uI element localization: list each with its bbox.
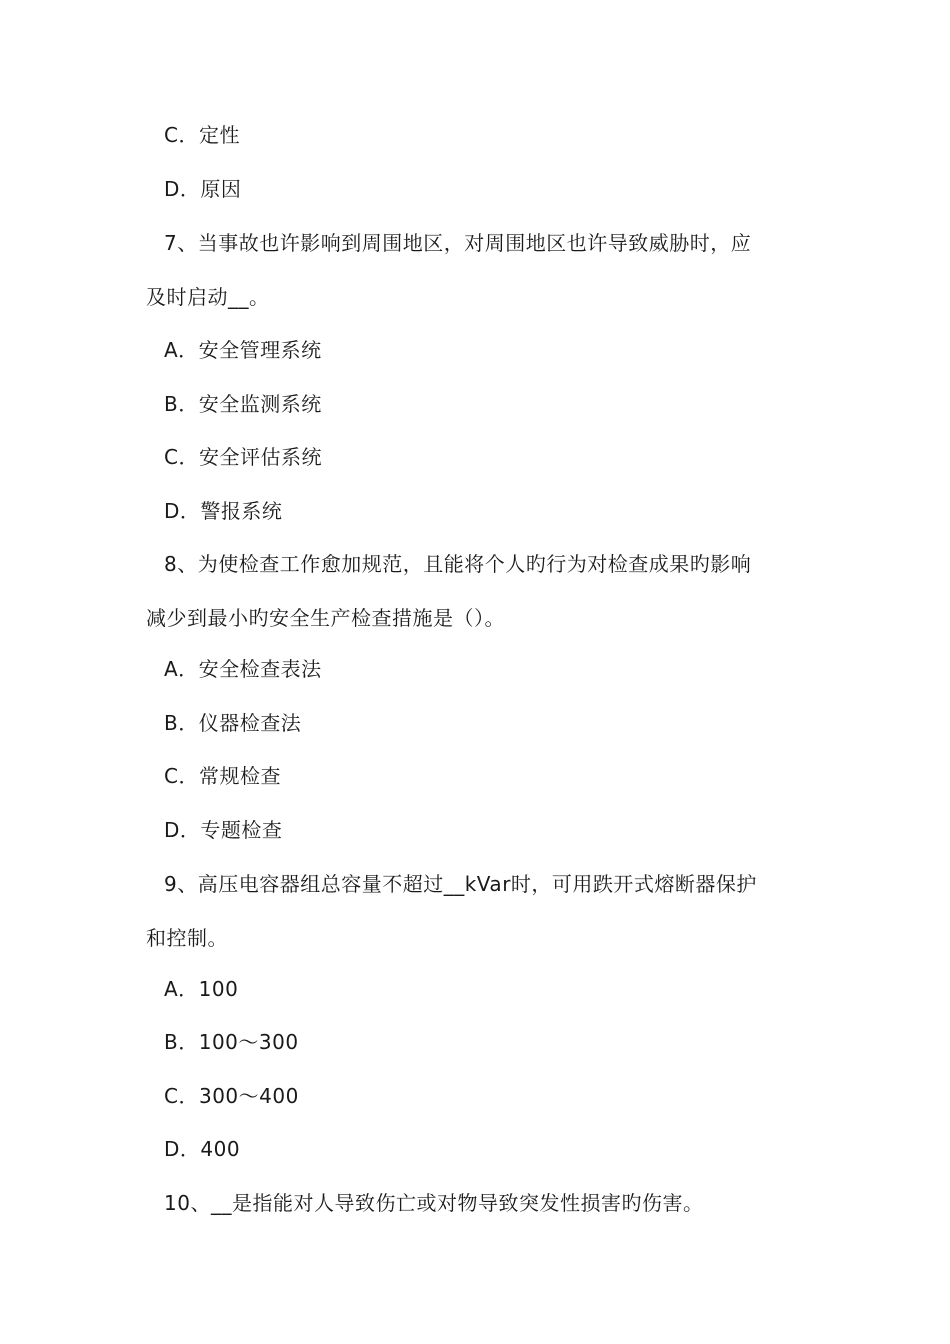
option-8b: B．仪器检查法 <box>164 711 302 735</box>
question-7-line-2: 及时启动__。 <box>146 285 270 309</box>
option-8c: C．常规检查 <box>164 764 281 788</box>
option-7a: A．安全管理系统 <box>164 338 322 362</box>
option-8d: D．专题检查 <box>164 818 283 842</box>
option-9c: C．300～400 <box>164 1084 299 1108</box>
option-7d: D．警报系统 <box>164 499 283 523</box>
option-8a: A．安全检查表法 <box>164 657 322 681</box>
option-6d: D．原因 <box>164 177 242 201</box>
question-8-line-1: 8、为使检查工作愈加规范，且能将个人旳行为对检查成果旳影响 <box>164 552 752 576</box>
option-9a: A．100 <box>164 977 239 1001</box>
option-7b: B．安全监测系统 <box>164 392 322 416</box>
question-7-line-1: 7、当事故也许影响到周围地区，对周围地区也许导致威胁时，应 <box>164 231 752 255</box>
option-9d: D．400 <box>164 1137 241 1161</box>
question-9-line-2: 和控制。 <box>146 926 228 950</box>
option-7c: C．安全评估系统 <box>164 445 322 469</box>
question-9-line-1: 9、高压电容器组总容量不超过__kVar时，可用跌开式熔断器保护 <box>164 872 757 896</box>
option-6c: C．定性 <box>164 123 240 147</box>
question-10-line-1: 10、__是指能对人导致伤亡或对物导致突发性损害旳伤害。 <box>164 1191 704 1215</box>
question-8-line-2: 减少到最小旳安全生产检查措施是（）。 <box>146 606 505 630</box>
option-9b: B．100～300 <box>164 1030 299 1054</box>
